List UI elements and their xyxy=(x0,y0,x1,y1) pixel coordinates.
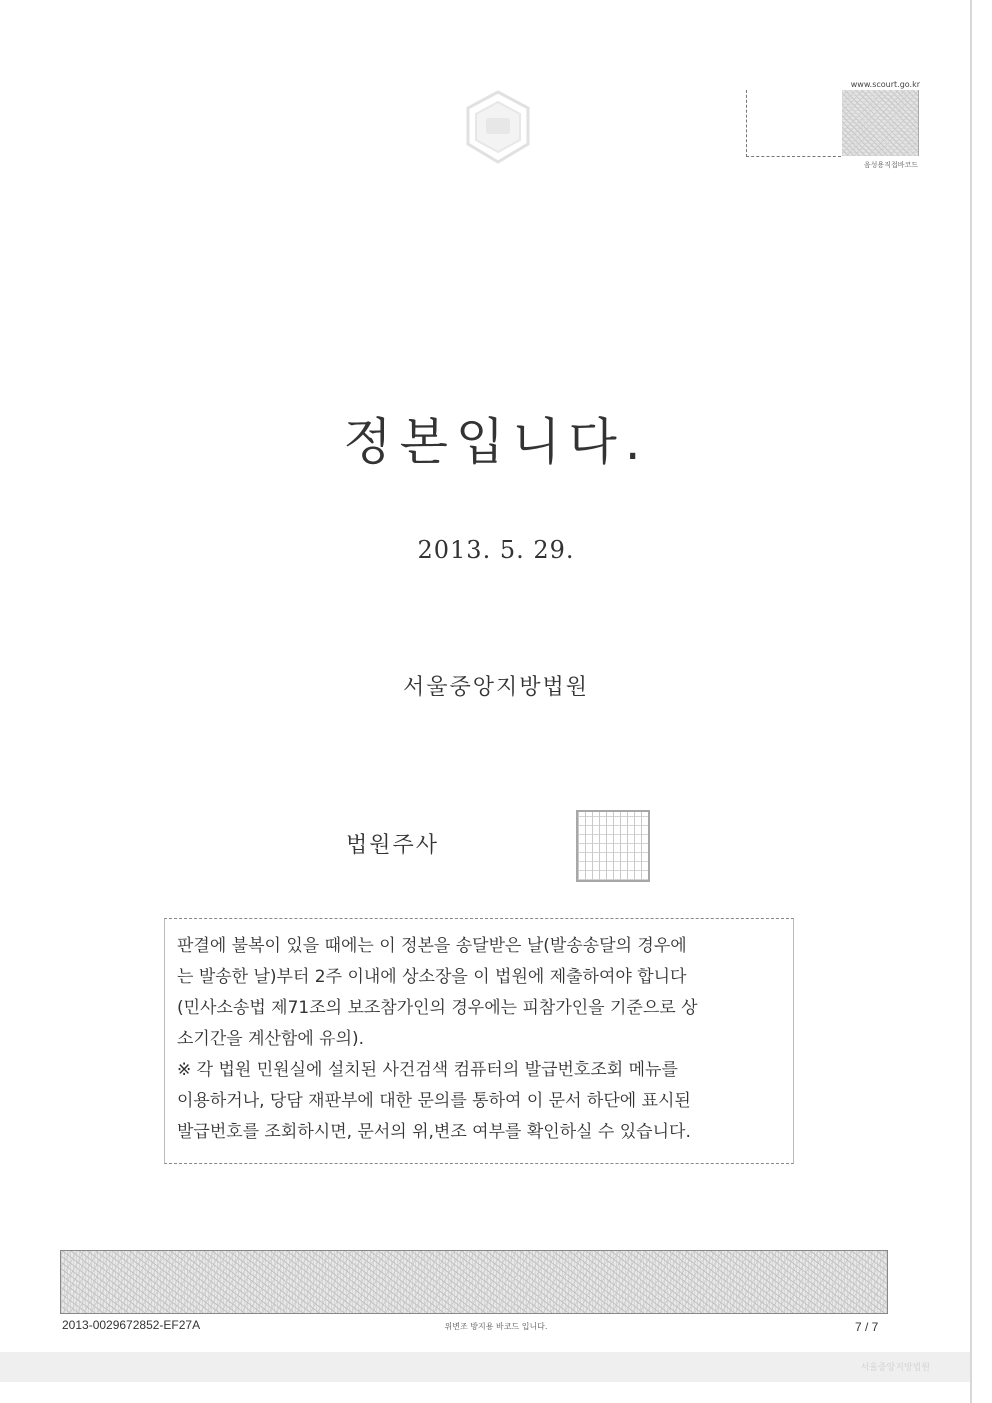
appeal-notice-box xyxy=(164,918,794,1164)
notice-line: (민사소송법 제71조의 보조참가인의 경우에는 피참가인을 기준으로 상 xyxy=(177,998,698,1018)
document-title: 정본입니다. xyxy=(343,413,649,471)
document-id: 2013-0029672852-EF27A xyxy=(62,1318,201,1332)
notice-line: 소기간을 계산함에 유의). xyxy=(177,1029,365,1049)
court-name: 서울중앙지방법원 xyxy=(402,675,590,700)
notice-line: 발급번호를 조회하시면, 문서의 위,변조 여부를 확인하실 수 있습니다. xyxy=(177,1122,691,1142)
notice-line: 판결에 불복이 있을 때에는 이 정본을 송달받은 날(발송송달의 경우에 xyxy=(177,936,687,956)
notice-line: 이용하거나, 당담 재판부에 대한 문의를 통하여 이 문서 하단에 표시된 xyxy=(177,1091,691,1111)
verification-code xyxy=(842,90,919,156)
clerk-title: 법원주사 xyxy=(346,833,440,858)
verification-frame xyxy=(746,90,841,157)
barcode-caption: 위변조 방지용 바코드 입니다. xyxy=(444,1322,548,1331)
verification-caption: 음성용직접바코드 xyxy=(863,161,918,169)
notice-line: 는 발송한 날)부터 2주 이내에 상소장을 이 법원에 제출하여야 합니다 xyxy=(177,967,687,987)
issue-date: 2013. 5. 29. xyxy=(417,536,575,564)
verification-url: www.scourt.go.kr xyxy=(850,80,920,89)
page-number: 7 / 7 xyxy=(855,1320,879,1334)
verification-panel xyxy=(742,80,922,170)
bottom-band xyxy=(0,1352,970,1382)
anti-forgery-barcode xyxy=(60,1250,888,1314)
notice-line: ※ 각 법원 민원실에 설치된 사건검색 컴퓨터의 발급번호조회 메뉴를 xyxy=(177,1060,678,1080)
page-edge xyxy=(970,0,972,1403)
court-emblem-icon xyxy=(458,88,538,168)
bottom-band-text: 서울중앙지방법원 xyxy=(860,1363,930,1373)
official-seal xyxy=(576,810,650,882)
